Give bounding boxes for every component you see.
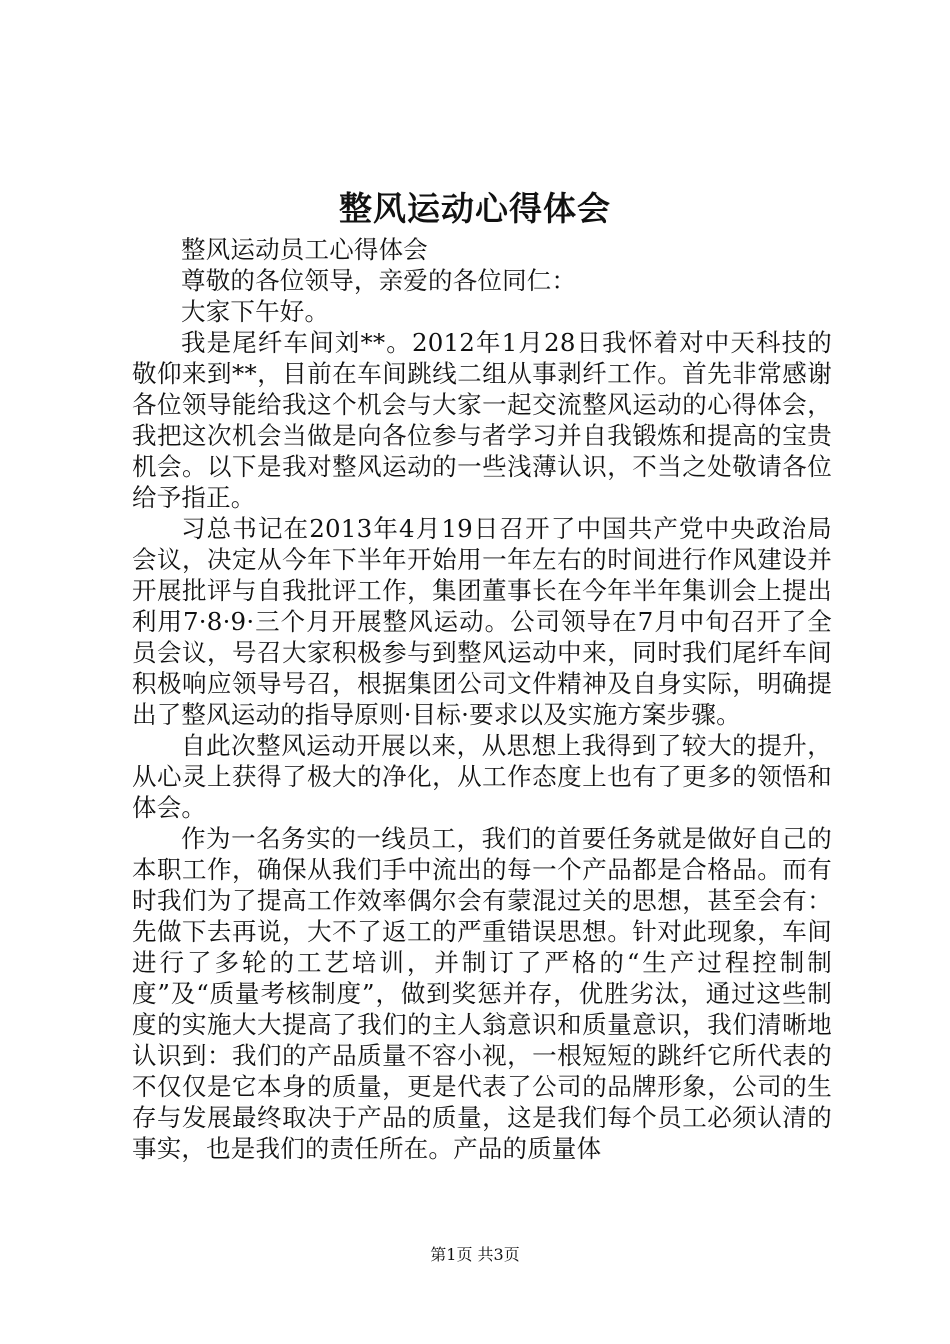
document-title: 整风运动心得体会	[339, 189, 611, 228]
paragraph-salutation: 尊敬的各位领导，亲爱的各位同仁：	[181, 266, 577, 295]
paragraph-reflection: 自此次整风运动开展以来，从思想上我得到了较大的提升，从心灵上获得了极大的净化，从工作态度上也有了更多的领悟和体会。	[132, 731, 832, 822]
paragraph-subtitle: 整风运动员工心得体会	[181, 235, 428, 264]
paragraph-quality: 作为一名务实的一线员工，我们的首要任务就是做好自己的本职工作，确保从我们手中流出的每一个产品都是合格品。而有时我们为了提高工作效率偶尔会有蒙混过关的思想，甚至会有：先做下去再说，大不了返工的严重错误思想。针对此现象，车间进行了多轮的工艺培训，并制订了严格的“生产过程控制制度”及“质量考核制度”，做到奖惩并存，优胜劣汰，通过这些制度的实施大大提高了我们的主人翁意识和质量意识，我们清晰地认识到：我们的产品质量不容小视，一根短短的跳纤它所代表的不仅仅是它本身的质量，更是代表了公司的品牌形象，公司的生存与发展最终取决于产品的质量，这是我们每个员工必须认清的事实，也是我们的责任所在。产品的质量体	[132, 824, 832, 1163]
paragraph-background: 习总书记在2013年4月19日召开了中国共产党中央政治局会议，决定从今年下半年开始用一年左右的时间进行作风建设并开展批评与自我批评工作，集团董事长在今年半年集训会上提出利用7·8·9·三个月开展整风运动。公司领导在7月中旬召开了全员会议，号召大家积极参与到整风运动中来，同时我们尾纤车间积极响应领导号召，根据集团公司文件精神及自身实际，明确提出了整风运动的指导原则·目标·要求以及实施方案步骤。	[132, 514, 832, 729]
paragraph-greeting: 大家下午好。	[181, 297, 330, 326]
document-body	[132, 234, 832, 1164]
page-footer: 第1页 共3页	[430, 1245, 520, 1264]
paragraph-introduction: 我是尾纤车间刘**。2012年1月28日我怀着对中天科技的敬仰来到**，目前在车间跳线二组从事剥纤工作。首先非常感谢各位领导能给我这个机会与大家一起交流整风运动的心得体会，我把这次机会当做是向各位参与者学习并自我锻炼和提高的宝贵机会。以下是我对整风运动的一些浅薄认识，不当之处敬请各位给予指正。	[132, 328, 832, 512]
